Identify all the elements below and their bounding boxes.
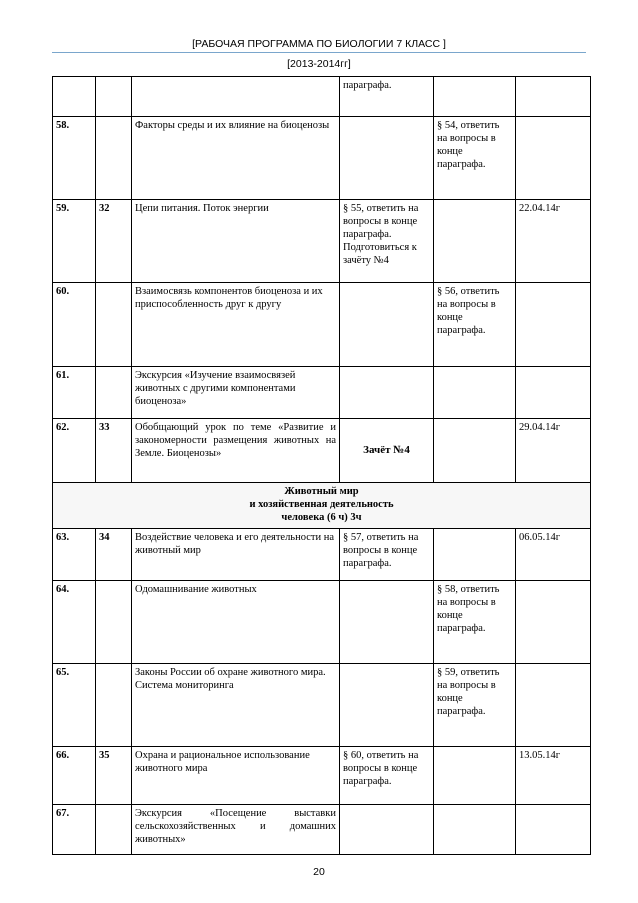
- homework-cell: [340, 419, 434, 483]
- date-cell: 13.05.14г: [516, 747, 591, 805]
- date-cell: [516, 117, 591, 200]
- lesson-number-cell: [53, 77, 96, 117]
- section-title-line: и хозяйственная деятельность: [249, 499, 394, 510]
- homework-cell: [340, 367, 434, 419]
- lesson-number-cell: 58.: [53, 117, 96, 200]
- homework-cell: § 60, ответить на вопросы в конце параграфа.: [340, 747, 434, 805]
- section-title-cell: [53, 483, 591, 529]
- lesson-number-cell: 66.: [53, 747, 96, 805]
- lesson-topic-cell: Обобщающий урок по теме «Развитие и закономерности размещения животных на Земле. Биоценозы»: [132, 419, 340, 483]
- homework-alt-cell: [434, 200, 516, 283]
- lesson-number-cell: 59.: [53, 200, 96, 283]
- table-row: [53, 283, 591, 367]
- homework-alt-cell: [434, 367, 516, 419]
- date-cell: [516, 581, 591, 664]
- table-row: [53, 805, 591, 855]
- homework-cell: [340, 117, 434, 200]
- lesson-topic-cell: Факторы среды и их влияние на биоценозы: [132, 117, 340, 200]
- homework-alt-cell: § 59, ответить на вопросы в конце параграфа.: [434, 664, 516, 747]
- lesson-index-cell: 35: [96, 747, 132, 805]
- lesson-number-cell: 61.: [53, 367, 96, 419]
- lesson-index-cell: 34: [96, 529, 132, 581]
- table-row: [53, 77, 591, 117]
- homework-alt-cell: [434, 77, 516, 117]
- date-cell: [516, 664, 591, 747]
- homework-cell: [340, 581, 434, 664]
- homework-cell: [340, 283, 434, 367]
- table-row: [53, 117, 591, 200]
- date-cell: 22.04.14г: [516, 200, 591, 283]
- section-header-row: [53, 483, 591, 529]
- table-row: [53, 367, 591, 419]
- date-cell: [516, 367, 591, 419]
- homework-cell: § 57, ответить на вопросы в конце параграфа.: [340, 529, 434, 581]
- homework-cell: [340, 664, 434, 747]
- lesson-plan-table: [52, 76, 591, 855]
- date-cell: 06.05.14г: [516, 529, 591, 581]
- date-cell: 29.04.14г: [516, 419, 591, 483]
- lesson-topic-cell: Взаимосвязь компонентов биоценоза и их приспособленность друг к другу: [132, 283, 340, 367]
- lesson-index-cell: [96, 805, 132, 855]
- homework-alt-cell: [434, 419, 516, 483]
- lesson-number-cell: 62.: [53, 419, 96, 483]
- lesson-index-cell: [96, 664, 132, 747]
- table-row: [53, 664, 591, 747]
- lesson-topic-cell: Законы России об охране животного мира. Система мониторинга: [132, 664, 340, 747]
- lesson-number-cell: 65.: [53, 664, 96, 747]
- homework-alt-cell: § 58, ответить на вопросы в конце параграфа.: [434, 581, 516, 664]
- homework-alt-cell: § 56, ответить на вопросы в конце параграфа.: [434, 283, 516, 367]
- document-header-title: [РАБОЧАЯ ПРОГРАММА ПО БИОЛОГИИ 7 КЛАСС ]: [192, 38, 446, 50]
- homework-cell: параграфа.: [340, 77, 434, 117]
- table-row: [53, 581, 591, 664]
- homework-alt-cell: [434, 529, 516, 581]
- document-header-years: [2013-2014гг]: [287, 58, 351, 70]
- homework-alt-cell: [434, 747, 516, 805]
- lesson-topic-cell: Экскурсия «Изучение взаимосвязей животных с другими компонентами биоценоза»: [132, 367, 340, 419]
- date-cell: [516, 805, 591, 855]
- lesson-number-cell: 64.: [53, 581, 96, 664]
- lesson-number-cell: 60.: [53, 283, 96, 367]
- lesson-topic-cell: Охрана и рациональное использование животного мира: [132, 747, 340, 805]
- lesson-topic-cell: Цепи питания. Поток энергии: [132, 200, 340, 283]
- test-label: Зачёт №4: [363, 444, 410, 456]
- homework-alt-cell: § 54, ответить на вопросы в конце параграфа.: [434, 117, 516, 200]
- lesson-index-cell: [96, 581, 132, 664]
- homework-alt-cell: [434, 805, 516, 855]
- date-cell: [516, 77, 591, 117]
- homework-cell: § 55, ответить на вопросы в конце параграфа. Подготовиться к зачёту №4: [340, 200, 434, 283]
- header-rule: [52, 52, 586, 53]
- lesson-topic-cell: [132, 77, 340, 117]
- lesson-number-cell: 63.: [53, 529, 96, 581]
- lesson-index-cell: 32: [96, 200, 132, 283]
- lesson-topic-cell: Одомашнивание животных: [132, 581, 340, 664]
- lesson-topic-cell: Воздействие человека и его деятельности на животный мир: [132, 529, 340, 581]
- table-row: [53, 529, 591, 581]
- table-row: [53, 419, 591, 483]
- homework-cell: [340, 805, 434, 855]
- lesson-index-cell: [96, 77, 132, 117]
- table-row: [53, 747, 591, 805]
- section-title-line: человека (6 ч) 3ч: [281, 512, 362, 523]
- page-number: 20: [313, 866, 325, 878]
- lesson-index-cell: 33: [96, 419, 132, 483]
- lesson-index-cell: [96, 367, 132, 419]
- lesson-number-cell: 67.: [53, 805, 96, 855]
- lesson-index-cell: [96, 283, 132, 367]
- lesson-topic-cell: Экскурсия «Посещение выставки сельскохозяйственных и домашних животных»: [132, 805, 340, 855]
- table-row: [53, 200, 591, 283]
- section-title-line: Животный мир: [284, 486, 359, 497]
- lesson-index-cell: [96, 117, 132, 200]
- date-cell: [516, 283, 591, 367]
